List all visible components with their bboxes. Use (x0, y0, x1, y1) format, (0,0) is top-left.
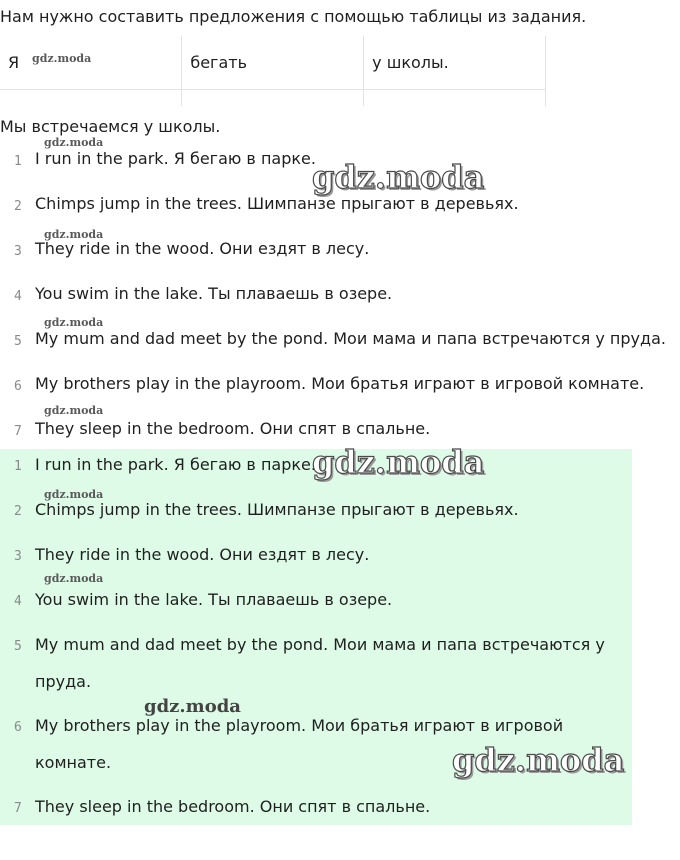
item-text: They ride in the wood. Они ездят в лесу. (35, 239, 370, 258)
table-row (0, 36, 546, 90)
item-text: My mum and dad meet by the pond. Мои мама и папа встречаются у пруда. (35, 635, 605, 691)
list-item (14, 633, 674, 714)
answer-list (14, 453, 674, 840)
item-number: 3 (14, 549, 22, 564)
watermark: gdz.moda (312, 443, 485, 481)
watermark: gdz.moda (312, 158, 485, 196)
item-text: They ride in the wood. Они ездят в лесу. (35, 545, 370, 564)
list-item (14, 283, 674, 328)
watermark: gdz.moda (452, 741, 625, 779)
table-cell (0, 90, 182, 107)
item-text: My brothers play in the playroom. Мои братья играют в игровой комнате. (35, 374, 645, 393)
watermark: gdz.moda (32, 52, 92, 65)
item-text: They sleep in the bedroom. Они спят в спальне. (35, 419, 431, 438)
item-text: Chimps jump in the trees. Шимпанзе прыгают в деревьях. (35, 500, 519, 519)
item-number: 2 (14, 199, 22, 214)
watermark: gdz.moda (44, 316, 104, 329)
list-item (14, 238, 674, 283)
item-number: 1 (14, 459, 22, 474)
list-item (14, 373, 674, 418)
list-item (14, 328, 674, 373)
table-cell: бегать (182, 36, 364, 90)
watermark: gdz.moda (44, 228, 104, 241)
list-item (14, 193, 674, 238)
list-item (14, 714, 674, 795)
item-text: You swim in the lake. Ты плаваешь в озере. (35, 284, 393, 303)
item-text: My brothers play in the playroom. Мои братья играют в игровой комнате. (35, 716, 564, 772)
sentence-list (14, 148, 674, 463)
table-cell: у школы. (364, 36, 546, 90)
watermark: gdz.moda (44, 488, 104, 501)
table-cell: Я (0, 36, 182, 90)
item-text: My mum and dad meet by the pond. Мои мама и папа встречаются у пруда. (35, 329, 666, 348)
list-item (14, 795, 674, 840)
item-number: 6 (14, 379, 22, 394)
item-number: 6 (14, 720, 22, 735)
item-text: You swim in the lake. Ты плаваешь в озере. (35, 590, 393, 609)
item-text: Chimps jump in the trees. Шимпанзе прыгают в деревьях. (35, 194, 519, 213)
watermark: gdz.moda (144, 696, 241, 717)
item-number: 2 (14, 504, 22, 519)
item-text: They sleep in the bedroom. Они спят в спальне. (35, 797, 431, 816)
task-table (0, 36, 546, 106)
item-number: 3 (14, 244, 22, 259)
item-text: I run in the park. Я бегаю в парке. (35, 455, 316, 474)
item-number: 5 (14, 334, 22, 349)
example-sentence: Мы встречаемся у школы. (0, 117, 221, 136)
item-number: 1 (14, 154, 22, 169)
table-cell (364, 90, 546, 107)
item-number: 4 (14, 289, 22, 304)
item-text: I run in the park. Я бегаю в парке. (35, 149, 316, 168)
intro-text: Нам нужно составить предложения с помощью таблицы из задания. (0, 7, 587, 26)
list-item (14, 148, 674, 193)
table-row (0, 90, 546, 107)
watermark: gdz.moda (44, 136, 104, 149)
item-number: 7 (14, 424, 22, 439)
watermark: gdz.moda (44, 404, 104, 417)
watermark: gdz.moda (44, 572, 104, 585)
item-number: 5 (14, 639, 22, 654)
item-number: 7 (14, 801, 22, 816)
table-cell (182, 90, 364, 107)
item-number: 4 (14, 594, 22, 609)
